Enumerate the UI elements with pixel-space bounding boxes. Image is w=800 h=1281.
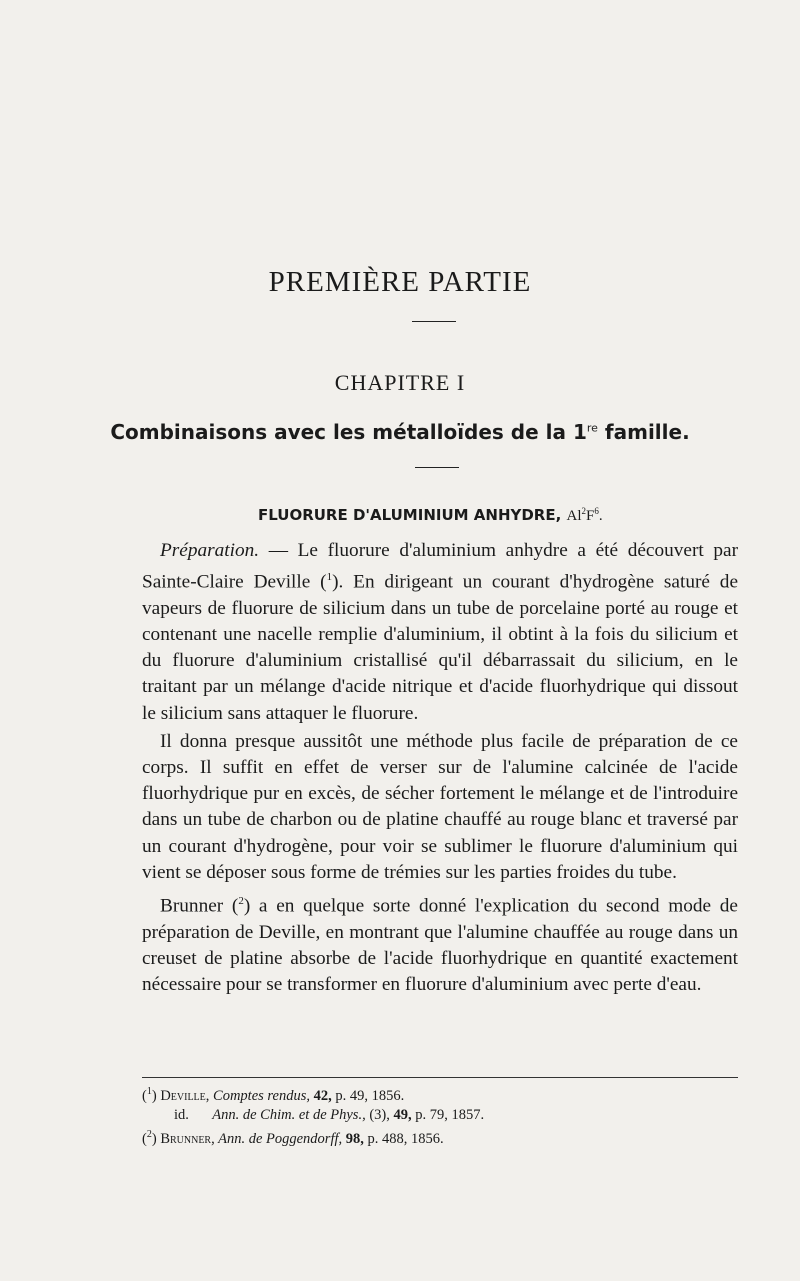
paragraph-text: — Le fluorure d'aluminium anhydre a été découvert par Sainte-Claire Deville ( [142,540,738,593]
section-heading [258,506,603,525]
footnote-source: Ann. de Poggendorff, [214,1130,343,1147]
section-heading-text: FLUORURE D'ALUMINIUM ANHYDRE, [258,506,562,524]
footnote-author: id. [174,1106,189,1123]
footnote-reference: 2 [238,895,244,908]
chemical-formula [567,508,603,524]
formula-index: 6 [594,506,599,516]
paragraph: Il donna presque aussitôt une méthode plus facile de préparation de ce corps. Il suffit en effet de verser sur de l'alumine calcinée de l'acide fluorhydrique pur en excès, de sécher fortement le mélange et de l'introduire dans un tube de charbon ou de platine chauffé au rouge blanc et traversé par un courant d'hydrogène, pour voir se sublimer le fluorure d'aluminium qui vient se déposer sous forme de trémies sur les parties froides du tube. [142,730,738,883]
paragraph-text: ) a en quelque sorte donné l'explication du second mode de préparation de Deville, en montrant que l'alumine chauffée au rouge dans un creuset de platine absorbe de l'acide fluorhydrique en quantité exactement nécessaire pour se transformer en fluorure d'aluminium avec perte d'eau. [142,895,738,996]
footnote-series: (3), [365,1106,390,1123]
footnote-separator [142,1077,738,1078]
formula-part: . [598,508,603,524]
part-title: PREMIÈRE PARTIE [268,266,532,298]
footnote-source: Comptes rendus, [209,1087,310,1104]
footnote-mark: 2 [146,1128,152,1140]
chapter-number: CHAPITRE I [334,370,466,395]
footnote-volume: 98, [342,1130,364,1147]
paragraph [142,888,738,998]
formula-index: 2 [581,506,587,516]
chapter-subtitle [0,420,800,444]
paragraph-lead: Préparation. [160,540,260,561]
footnote [142,1106,742,1125]
divider-rule [412,321,456,322]
footnote-pages: p. 488, 1856. [363,1130,444,1147]
footnote-pages: p. 49, 1856. [331,1087,405,1104]
chapter-subtitle-superscript: re [586,421,598,435]
footnote-reference: 1 [326,571,333,584]
paragraph-text: ). En dirigeant un courant d'hydrogène saturé de vapeurs de fluorure de silicium dans un tube de porcelaine porté au rouge et contenant une nacelle remplie d'aluminium, il obtint à la fois du silicium et du fluorure d'aluminium cristallisé qu'il débarrassait du silicium, en le traitant par un mélange d'acide nitrique et d'acide fluorhydrique qui dissout le silicium sans attaquer le fluorure. [142,571,738,724]
footnote-pages: p. 79, 1857. [411,1106,485,1123]
footnote: ($^1$) Deville, Comptes rendus, 42, p. 49, 1856. [142,1086,405,1104]
body-text [142,538,738,998]
formula-part: Al [566,508,582,524]
paragraph [142,538,738,727]
footnote-source: Ann. de Chim. et de Phys., [208,1106,366,1123]
footnote: ($^2$) Brunner, Ann. de Poggendorff, 98, p. 488, 1856. [142,1128,444,1147]
footnote-volume: 49, [389,1106,412,1123]
footnote-author: Deville, [160,1087,210,1104]
footnote-volume: 42, [309,1087,332,1104]
chapter-subtitle-end: famille. [597,420,690,444]
chapter-subtitle-text: Combinaisons avec les métalloïdes de la 1 [110,420,587,444]
divider-rule [415,467,459,468]
footnote-mark: 1 [146,1086,152,1097]
footnote-author: Brunner, [160,1130,215,1147]
footnotes [142,1082,742,1149]
paragraph-text: Brunner ( [160,895,239,917]
formula-part: F [586,508,595,524]
